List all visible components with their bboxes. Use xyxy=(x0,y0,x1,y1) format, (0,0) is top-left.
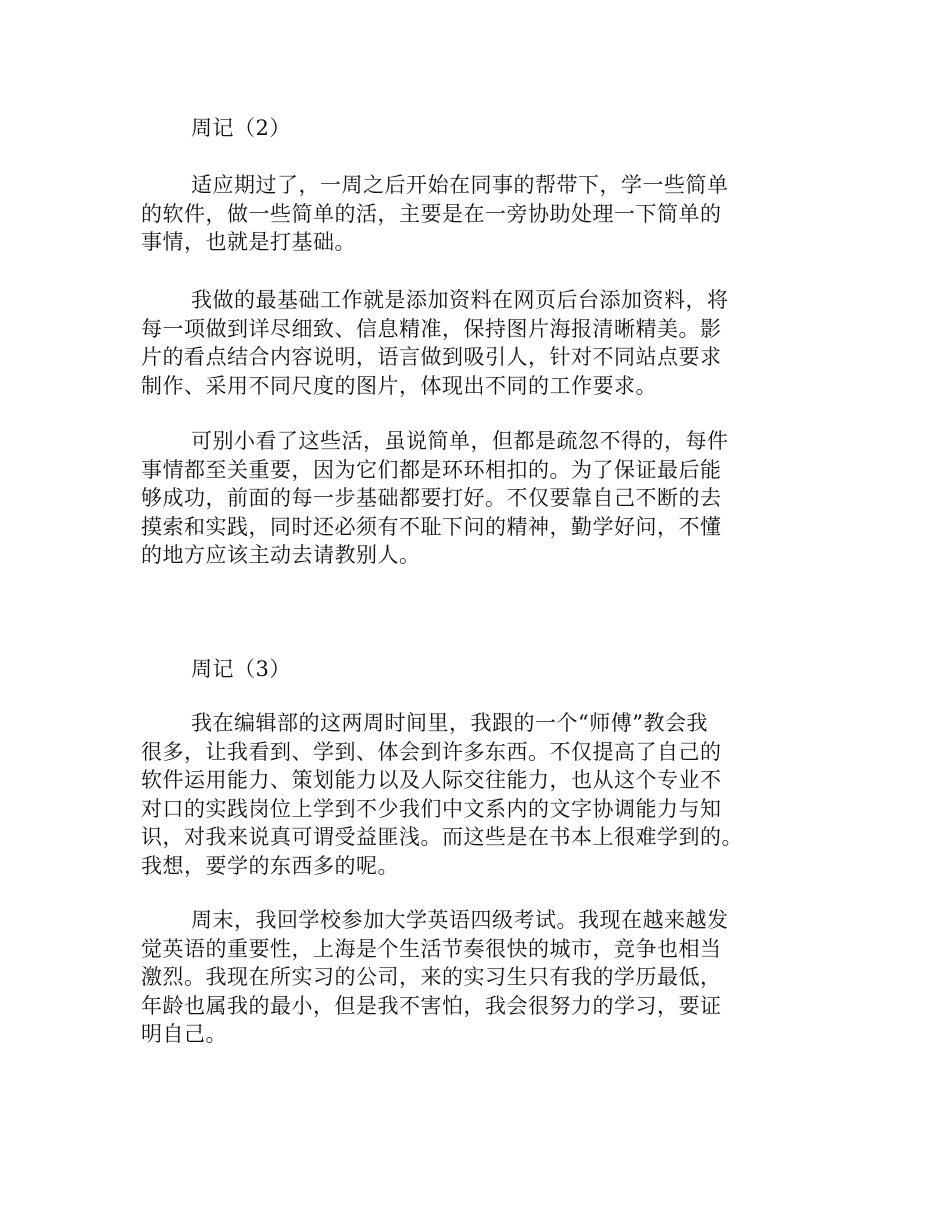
paragraph-line: 事情都至关重要，因为它们都是环环相扣的。为了保证最后能 xyxy=(141,457,722,482)
paragraph-line: 我做的最基础工作就是添加资料在网页后台添加资料，将 xyxy=(191,288,729,312)
paragraph-line: 每一项做到详尽细致、信息精准，保持图片海报清晰精美。影 xyxy=(141,316,722,341)
section-3-title: 周记（3） xyxy=(191,657,291,681)
section-3-paragraph-2 xyxy=(141,906,841,1049)
section-2-paragraph-2 xyxy=(141,286,841,400)
section-3-paragraph-1 xyxy=(141,709,841,881)
paragraph-line: 片的看点结合内容说明，语言做到吸引人，针对不同站点要求 xyxy=(141,345,722,370)
paragraph-line: 觉英语的重要性，上海是个生活节奏很快的城市，竞争也相当 xyxy=(141,936,722,961)
paragraph-line: 事情，也就是打基础。 xyxy=(141,230,356,255)
paragraph-line: 周末，我回学校参加大学英语四级考试。我现在越来越发 xyxy=(191,908,729,932)
paragraph-line: 识，对我来说真可谓受益匪浅。而这些是在书本上很难学到的。 xyxy=(141,825,743,850)
section-2-paragraph-1 xyxy=(141,171,841,257)
paragraph-line: 制作、采用不同尺度的图片，体现出不同的工作要求。 xyxy=(141,373,657,398)
paragraph-line: 的地方应该主动去请教别人。 xyxy=(141,543,421,568)
paragraph-line: 软件运用能力、策划能力以及人际交往能力，也从这个专业不 xyxy=(141,768,722,793)
paragraph-line: 我想，要学的东西多的呢。 xyxy=(141,853,399,878)
paragraph-line: 很多，让我看到、学到、体会到许多东西。不仅提高了自己的 xyxy=(141,739,722,764)
paragraph-line: 适应期过了，一周之后开始在同事的帮带下，学一些简单 xyxy=(191,173,729,197)
paragraph-line: 激烈。我现在所实习的公司，来的实习生只有我的学历最低， xyxy=(141,965,722,990)
paragraph-line: 的软件，做一些简单的活，主要是在一旁协助处理一下简单的 xyxy=(141,201,722,226)
paragraph-line: 明自己。 xyxy=(141,1022,227,1047)
section-2-title: 周记（2） xyxy=(191,116,291,140)
paragraph-line: 可别小看了这些活，虽说简单，但都是疏忽不得的，每件 xyxy=(191,429,729,453)
paragraph-line: 摸索和实践，同时还必须有不耻下问的精神，勤学好问，不懂 xyxy=(141,514,722,539)
paragraph-line: 够成功，前面的每一步基础都要打好。不仅要靠自己不断的去 xyxy=(141,486,722,511)
section-2-paragraph-3 xyxy=(141,427,841,570)
paragraph-line: 我在编辑部的这两周时间里，我跟的一个“师傅”教会我 xyxy=(191,711,708,735)
paragraph-line: 年龄也属我的最小，但是我不害怕，我会很努力的学习，要证 xyxy=(141,993,722,1018)
paragraph-line: 对口的实践岗位上学到不少我们中文系内的文字协调能力与知 xyxy=(141,796,722,821)
